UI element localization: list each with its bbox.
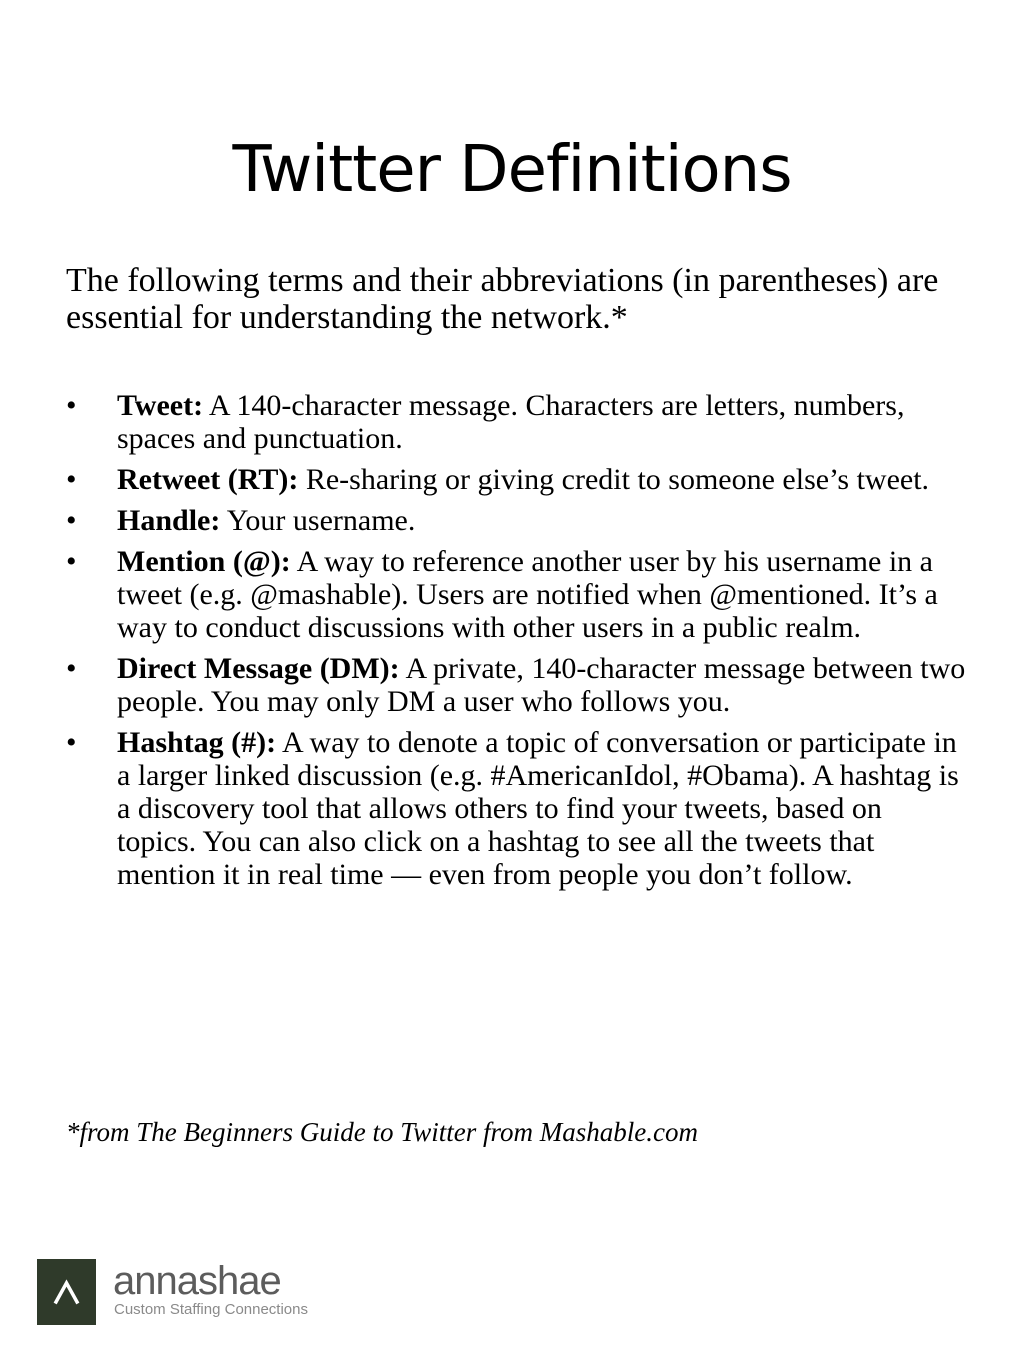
logo-tagline: Custom Staffing Connections (114, 1301, 308, 1318)
bullet-icon: • (66, 545, 77, 578)
list-item-handle (66, 504, 966, 537)
term-definition: A 140-character message. Characters are letters, numbers, spaces and punctuation. (117, 389, 905, 455)
list-item-mention (66, 545, 966, 644)
bullet-icon: • (66, 726, 77, 759)
term-definition: A way to denote a topic of conversation or participate in a larger linked discussion (e.g. #AmericanIdol, #Obama). A hashtag is a discovery tool that allows others to find your tweets, based on topics. You can also click on a hashtag to see all the tweets that mention it in real time — even from people you don’t follow. (117, 726, 959, 891)
bullet-icon: • (66, 463, 77, 496)
term-definition: Your username. (226, 504, 416, 537)
intro-paragraph: The following terms and their abbreviations (in parentheses) are essential for understanding the network.* (66, 262, 939, 336)
term-name: Retweet (RT): (117, 463, 299, 496)
caret-up-icon (53, 1279, 80, 1305)
term-name: Hashtag (#): (117, 726, 277, 759)
bullet-icon: • (66, 504, 77, 537)
list-item-hashtag (66, 726, 966, 891)
source-footnote: *from The Beginners Guide to Twitter from Mashable.com (66, 1117, 698, 1147)
list-item-tweet (66, 389, 966, 455)
logo-name: annashae (113, 1259, 281, 1303)
term-list (66, 389, 966, 899)
slide-title: Twitter Definitions (232, 133, 792, 207)
term-definition: A private, 140-character message between two people. You may only DM a user who follows you. (117, 652, 966, 718)
company-logo (37, 1259, 337, 1325)
term-name: Mention (@): (117, 545, 291, 578)
term-name: Handle: (117, 504, 221, 537)
term-name: Direct Message (DM): (117, 652, 400, 685)
list-item-direct-message (66, 652, 966, 718)
term-name: Tweet: (117, 389, 204, 422)
term-definition: A way to reference another user by his username in a tweet (e.g. @mashable). Users are notified when @mentioned. It’s a way to conduct discussions with other users in a public realm. (117, 545, 938, 644)
logo-mark (37, 1259, 96, 1325)
term-definition: Re-sharing or giving credit to someone else’s tweet. (305, 463, 930, 496)
list-item-retweet (66, 463, 966, 496)
bullet-icon: • (66, 652, 77, 685)
bullet-icon: • (66, 389, 77, 422)
